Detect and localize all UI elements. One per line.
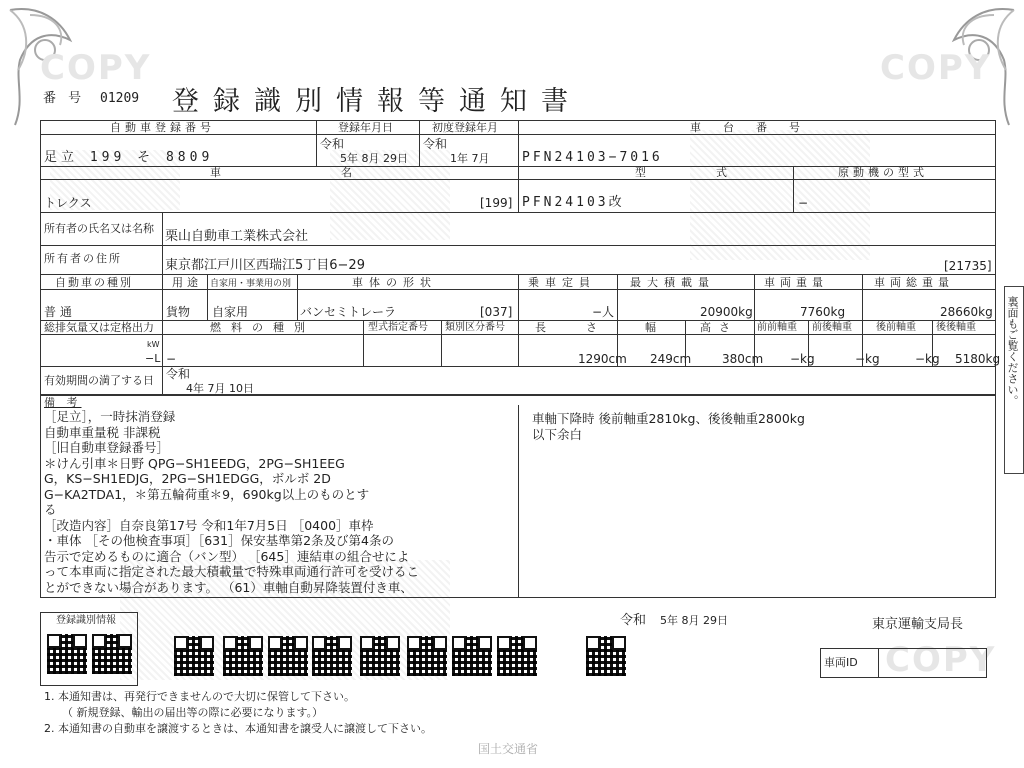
header-remarks: 備 考: [44, 396, 82, 409]
header-vehicle-type: 自動車の種別: [55, 276, 133, 289]
header-private-business: 自家用・事業用の別: [210, 279, 292, 289]
max-load-value: 20900kg: [700, 305, 753, 319]
remarks-line: 車軸下降時 後前軸重2810kg、後後軸重2800kg: [532, 411, 805, 426]
remarks-right-text: [532, 411, 805, 442]
first-date-value: 1年 7月: [450, 152, 490, 165]
qr-code: [223, 636, 263, 676]
ff-axle-value: −kg: [790, 352, 815, 366]
header-width: 幅: [645, 321, 656, 334]
copy-watermark: COPY: [40, 48, 152, 88]
gross-weight-value: 28660kg: [940, 305, 993, 319]
remarks-line: ［改造内容］自奈良第17号 令和1年7月5日 ［0400］車枠: [44, 517, 374, 533]
remarks-line: 以下余白: [532, 426, 583, 442]
owner-name-value: 栗山自動車工業株式会社: [165, 229, 309, 244]
header-type-designation: 型式指定番号: [368, 322, 428, 333]
body-code: [037]: [480, 305, 513, 319]
header-usage: 用途: [172, 276, 202, 289]
document-title: 登録識別情報等通知書: [172, 86, 582, 117]
remarks-line: って本車両に指定された最大積載量で特殊車両通行許可を受けるこ: [44, 564, 420, 579]
car-name-value: トレクス: [44, 196, 92, 210]
height-value: 380cm: [722, 352, 764, 366]
owner-address-value: 東京都江戸川区西瑞江5丁目6−29: [165, 258, 365, 273]
header-reg-date: 登録年月日: [338, 121, 393, 134]
reg-era: 令和: [320, 137, 345, 151]
reg-date-value: 5年 8月 29日: [340, 152, 408, 165]
qr-code: [174, 636, 214, 676]
issuer: 東京運輸支局長: [872, 617, 964, 632]
vehicle-id-label: 車両ID: [824, 656, 858, 669]
qr-code: [268, 636, 308, 676]
fr-axle-value: −kg: [855, 352, 880, 366]
header-max-load: 最大積載量: [630, 276, 715, 289]
vehicle-type-value: 普 通: [44, 305, 72, 319]
header-vehicle-weight: 車両重量: [764, 276, 828, 289]
remarks-line: ＊けん引車＊日野 QPG−SH1EEDG，2PG−SH1EEG: [44, 455, 345, 471]
address-code: [21735]: [944, 259, 992, 273]
qr-code: [452, 636, 492, 676]
expiry-date-value: 4年 7月 10日: [186, 382, 254, 395]
header-category-number: 類別区分番号: [445, 322, 505, 333]
issue-era: 令和: [620, 613, 647, 628]
header-rf-axle: 後前軸重: [876, 322, 916, 333]
qr-label: 登録識別情報: [56, 615, 116, 626]
header-height: 高さ: [700, 321, 738, 334]
qr-code: [586, 636, 626, 676]
car-name-code: [199]: [480, 196, 513, 210]
header-owner-address: 所有者の住所: [44, 252, 122, 265]
remarks-line: 告示で定めるものに適合（バン型） ［645］連結車の組合せによ: [44, 548, 410, 564]
note-1-sub: （ 新規登録、輸出の届出等の際に必要になります。）: [62, 706, 324, 719]
private-business-value: 自家用: [212, 305, 249, 319]
header-owner-name: 所有者の氏名又は名称: [44, 222, 154, 235]
header-engine-model: 原動機の型式: [838, 166, 928, 179]
number-label: 番 号: [43, 91, 86, 106]
qr-code: [312, 636, 352, 676]
rf-axle-value: −kg: [915, 352, 940, 366]
header-ff-axle: 前前軸重: [757, 322, 797, 333]
header-reg-number: 自動車登録番号: [110, 121, 215, 134]
remarks-line: G，KS−SH1EDJG，2PG−SH1EDGG，ボルボ 2D: [44, 471, 331, 486]
remarks-line: ［旧自動車登録番号］: [44, 440, 170, 455]
width-value: 249cm: [650, 352, 692, 366]
length-value: 1290cm: [578, 352, 627, 366]
displacement-value: −L: [145, 352, 161, 365]
header-chassis: 車台番号: [690, 121, 822, 134]
note-1: 1. 本通知書は、再発行できませんので大切に保管して下さい。: [44, 690, 355, 703]
copy-watermark: COPY: [880, 48, 992, 88]
remarks-line: G−KA2TDA1，＊第五輪荷重＊9，690kg以上のものとす: [44, 486, 370, 502]
header-body-shape: 車体の形状: [352, 276, 437, 289]
issue-date: 5年 8月 29日: [660, 614, 728, 627]
remarks-line: る: [44, 502, 57, 517]
reg-number-value: 足立 199 そ 8809: [44, 150, 214, 165]
capacity-value: −人: [592, 305, 615, 319]
engine-model-value: −: [798, 196, 809, 210]
model-value: PFN24103改: [522, 195, 625, 210]
rr-axle-value: 5180kg: [955, 352, 1001, 366]
header-fuel: 燃料の種別: [210, 321, 315, 334]
footer-logo: 国土交通省: [478, 742, 539, 756]
remarks-line: とができない場合があります。 （61）車軸自動昇降装置付き車、: [44, 579, 413, 595]
remarks-line: 自動車重量税 非課税: [44, 424, 161, 440]
header-car-name: 車名: [210, 166, 472, 179]
body-shape-value: バンセミトレーラ: [300, 305, 397, 319]
header-gross-weight: 車両総重量: [874, 276, 954, 289]
first-era: 令和: [423, 137, 448, 151]
header-capacity: 乗車定員: [528, 276, 596, 289]
remarks-left-text: [44, 409, 419, 595]
number-value: 01209: [100, 91, 140, 106]
qr-code: [92, 634, 132, 674]
header-rr-axle: 後後軸重: [936, 322, 976, 333]
chassis-value: PFN24103−7016: [522, 150, 663, 165]
remarks-line: ［足立］，一時抹消登録: [44, 409, 176, 424]
usage-value: 貨物: [166, 305, 191, 319]
header-length: 長さ: [535, 321, 637, 334]
copy-watermark: COPY: [885, 640, 997, 680]
header-first-reg: 初度登録年月: [432, 121, 498, 134]
qr-code: [47, 634, 87, 674]
vehicle-weight-value: 7760kg: [800, 305, 846, 319]
fuel-value: −: [166, 352, 177, 366]
note-2: 2. 本通知書の自動車を譲渡するときは、本通知書を譲受人に譲渡して下さい。: [44, 722, 432, 735]
header-expiry: 有効期間の満了する日: [44, 374, 154, 387]
side-note: 裏面もご覧ください。: [1006, 296, 1019, 406]
qr-code: [407, 636, 447, 676]
header-fr-axle: 前後軸重: [812, 322, 852, 333]
header-displacement: 総排気量又は定格出力: [44, 321, 154, 334]
remarks-line: ・車体 ［その他検査事項］［631］保安基準第2条及び第4条の: [44, 533, 394, 548]
expiry-era: 令和: [166, 367, 191, 381]
header-model: 型式: [635, 166, 797, 179]
qr-code: [360, 636, 400, 676]
displacement-kw: kW: [147, 340, 160, 349]
qr-code: [497, 636, 537, 676]
